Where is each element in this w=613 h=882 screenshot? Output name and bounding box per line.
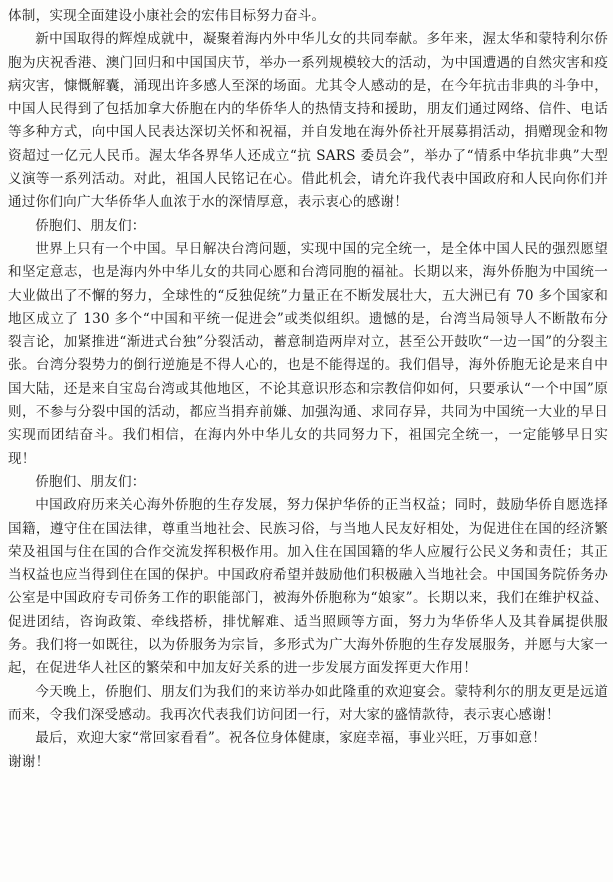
paragraph-closing-wishes: 最后，欢迎大家“常回家看看”。祝各位身体健康，家庭幸福，事业兴旺，万事如意！ [35,730,547,747]
paragraph-opening-fragment: 体制，实现全面建设小康社会的宏伟目标努力奋斗。 [8,8,326,24]
paragraph-overseas-contribution: 新中国取得的辉煌成就中，凝聚着海内外中华儿女的共同奉献。多年来，渥太华和蒙特利尔侨胞为庆祝香港、澳门回归和中国国庆节，举办一系列规模较大的活动，为中国遭遇的自然灾害和疫病灾害，慷慨解囊，涌现出许多感人至深的场面。尤其令人感动的是，在今年抗击非典的斗争中，中国人民得到了包括加拿大侨胞在内的华侨华人的热情支持和援助，朋友们通过网络、信件、电话等多种方式，向中国人民表达深切关怀和祝福，并自发地在海外侨社开展募捐活动，捐赠现金和物资超过一亿元人民币。渥太华各界华人还成立“抗 SARS 委员会”，举办了“情系中华抗非典”大型义演等一系列活动。对此，祖国人民铭记在心。借此机会，请允许我代表中国政府和人民向你们并通过你们向广大华侨华人血浓于水的深情厚意，表示衷心的感谢！ [8,31,608,211]
speech-text [8,5,608,774]
paragraph-thanks-banquet: 今天晚上，侨胞们、朋友们为我们的来访举办如此隆重的欢迎宴会。蒙特利尔的朋友更是远道而来，令我们深受感动。我再次代表我们访问团一行，对大家的盛情款待，表示衷心感谢！ [8,683,608,723]
paragraph-overseas-chinese-policy: 中国政府历来关心海外侨胞的生存发展，努力保护华侨的正当权益；同时，鼓励华侨自愿选择国籍，遵守住在国法律，尊重当地社会、民族习俗，与当地人民友好相处，为促进住在国的经济繁荣及祖国与住在国的合作交流发挥积极作用。加入住在国国籍的华人应履行公民义务和责任；其正当权益也应当得到住在国的保护。中国政府希望并鼓励他们积极融入当地社会。中国国务院侨务办公室是中国政府专司侨务工作的职能部门，被海外侨胞称为“娘家”。长期以来，我们在维护权益、促进团结，咨询政策、牵线搭桥，排忧解难、适当照顾等方面，努力为华侨华人及其眷属提供服务。我们将一如既往，以为侨服务为宗旨，多形式为广大海外侨胞的生存发展服务，并愿与大家一起，在促进华人社区的繁荣和中加友好关系的进一步发展方面发挥更大作用！ [8,497,608,677]
salutation: 侨胞们、朋友们： [35,217,146,234]
paragraph-reunification: 世界上只有一个中国。早日解决台湾问题，实现中国的完全统一，是全体中国人民的强烈愿望和坚定意志，也是海内外中华儿女的共同心愿和台湾同胞的福祉。长期以来，海外侨胞为中国统一大业做出了不懈的努力，全球性的“反独促统”力量正在不断发展壮大，五大洲已有 70 多个国家和地区成立了 130 多个“中国和平统一促进会”或类似组织。遗憾的是，台湾当局领导人不断散布分裂言论，加紧推进“渐进式台独”分裂活动，蓄意制造两岸对立，甚至公开鼓吹“一边一国”的分裂主张。台湾分裂势力的倒行逆施是不得人心的，也是不能得逞的。我们倡导，海外侨胞无论是来自中国大陆，还是来自宝岛台湾或其他地区，不论其意识形态和宗教信仰如何，只要承认“一个中国”原则，不参与分裂中国的活动，都应当捐弃前嫌、加强沟通、求同存异，共同为中国统一大业的早日实现而团结奋斗。我们相信，在海内外中华儿女的共同努力下，祖国完全统一，一定能够早日实现！ [8,240,608,467]
salutation: 侨胞们、朋友们： [35,473,146,490]
closing-thanks: 谢谢！ [8,753,50,770]
